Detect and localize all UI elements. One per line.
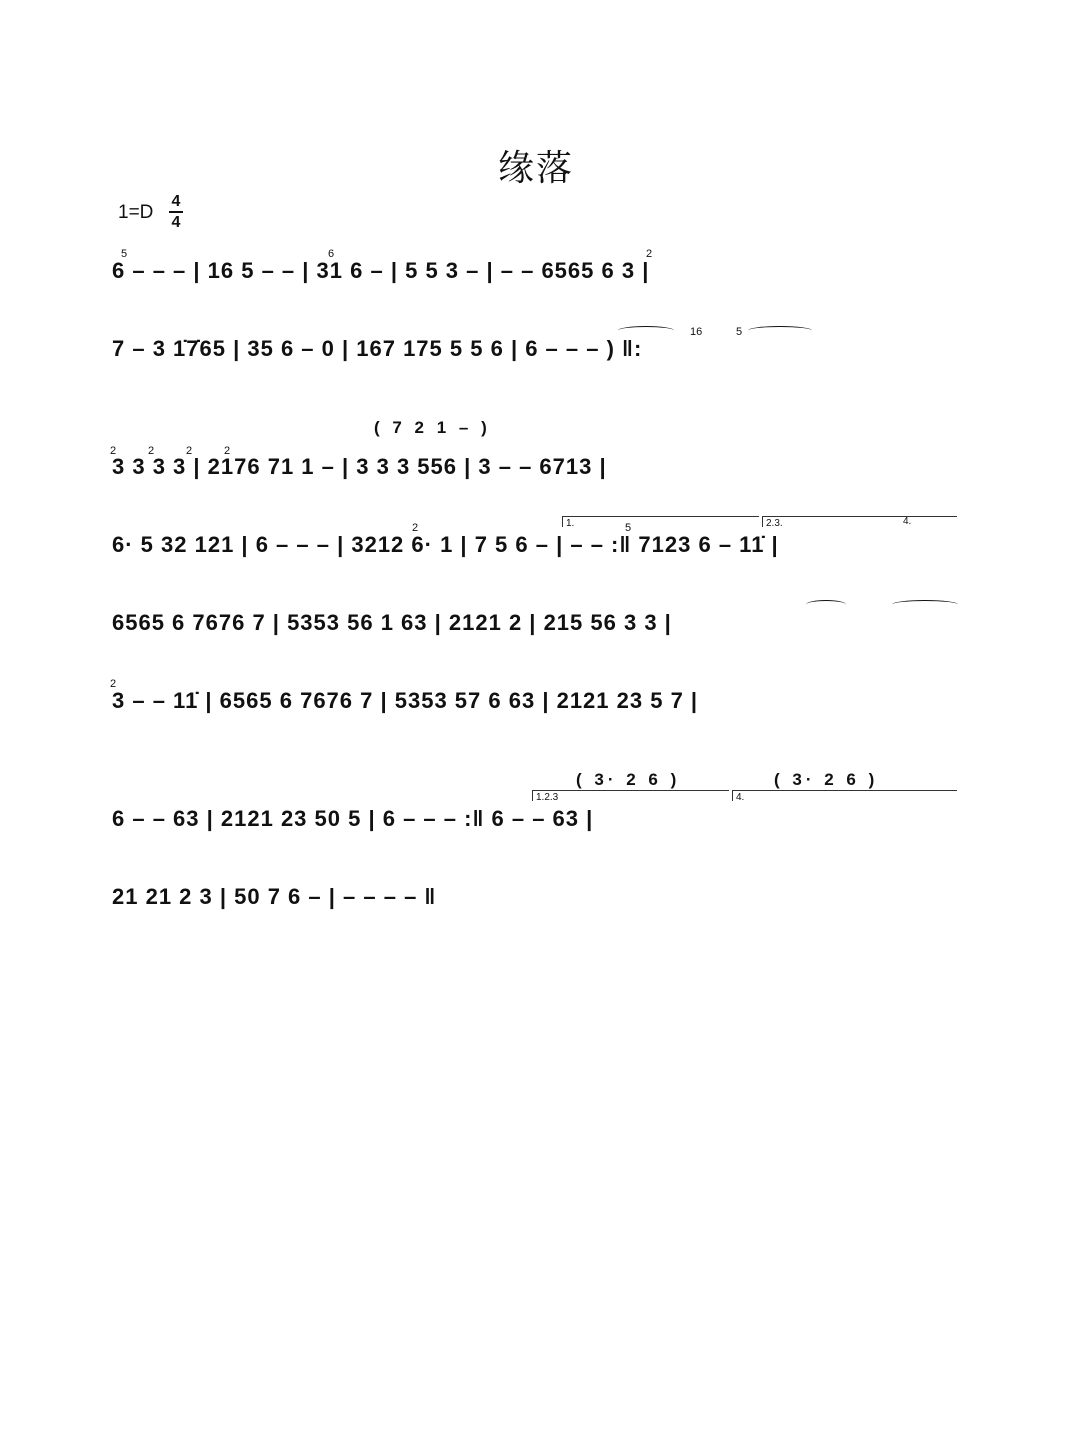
line-1-notes: 6 – – – | 16 5 – – | 31 6 – | 5 5 3 – | – – 6565 6 3 | (112, 258, 650, 283)
grace-note: 2 (110, 678, 117, 690)
grace-note: 2 (186, 445, 193, 457)
grace-note: 2 (110, 445, 117, 457)
time-signature (168, 192, 184, 232)
score-line-4 (112, 532, 962, 592)
volta-label: 1.2.3 (536, 792, 559, 803)
line-3-notes: 3 3 3 3 | 2176 71 1 – | 3 3 3 556 | 3 – – 6713 | (112, 454, 607, 479)
key-signature: 1=D (118, 202, 154, 223)
volta-label: 4. (736, 792, 745, 803)
grace-note: 2 (646, 248, 653, 260)
ossia-passage: ( 3· 2 6 ) (774, 770, 879, 789)
time-signature-bottom: 4 (171, 214, 181, 231)
grace-note: 6 (328, 248, 335, 260)
line-8-notes: 21 21 2 3 | 50 7 6 – | – – – – ‖ (112, 884, 437, 909)
volta-bracket (532, 790, 729, 801)
volta-label: 4. (903, 516, 912, 527)
line-7-notes: 6 – – 63 | 2121 23 50 5 | 6 – – – :‖ 6 – – 63 | (112, 806, 594, 831)
grace-note: 5 (625, 522, 632, 534)
slur (806, 600, 846, 609)
line-5-notes: 6565 6 7676 7 | 5353 56 1 63 | 2121 2 | 215 56 3 3 | (112, 610, 672, 635)
grace-note: 16 (690, 326, 703, 338)
score-line-6 (112, 688, 962, 748)
line-2-notes: 7 – 3 1̇7̇65 | 35 6 – 0 | 167 175 5 5 6 | 6 – – – ) ‖: (112, 336, 643, 361)
slur (618, 326, 674, 335)
line-6-notes: 3 – – 11̇ | 6565 6 7676 7 | 5353 57 6 63 | 2121 23 5 7 | (112, 688, 699, 713)
volta-bracket (562, 516, 759, 527)
score-line-1 (112, 258, 962, 318)
score-line-5 (112, 610, 962, 670)
volta-bracket (732, 790, 957, 801)
score-line-2 (112, 336, 962, 396)
ossia-passage: ( 7 2 1 – ) (374, 418, 491, 437)
time-signature-top: 4 (171, 193, 181, 210)
score-line-7 (112, 806, 962, 866)
line-4-notes: 6· 5 32 121 | 6 – – – | 3212 6· 1 | 7 5 6 – | – – :‖ 7123 6 – 11̇ | (112, 532, 779, 557)
grace-note: 5 (121, 248, 128, 260)
slur (748, 326, 812, 335)
grace-note: 2 (148, 445, 155, 457)
ossia-passage: ( 3· 2 6 ) (576, 770, 681, 789)
volta-label: 1. (566, 518, 575, 529)
slur (892, 600, 958, 609)
grace-note: 2 (412, 522, 419, 534)
score-line-8 (112, 884, 962, 944)
grace-note: 5 (736, 326, 743, 338)
score-line-3 (112, 454, 962, 514)
volta-bracket (762, 516, 957, 527)
grace-note: 2 (224, 445, 231, 457)
page-title: 缘落 (497, 148, 574, 189)
volta-label: 2.3. (766, 518, 783, 529)
